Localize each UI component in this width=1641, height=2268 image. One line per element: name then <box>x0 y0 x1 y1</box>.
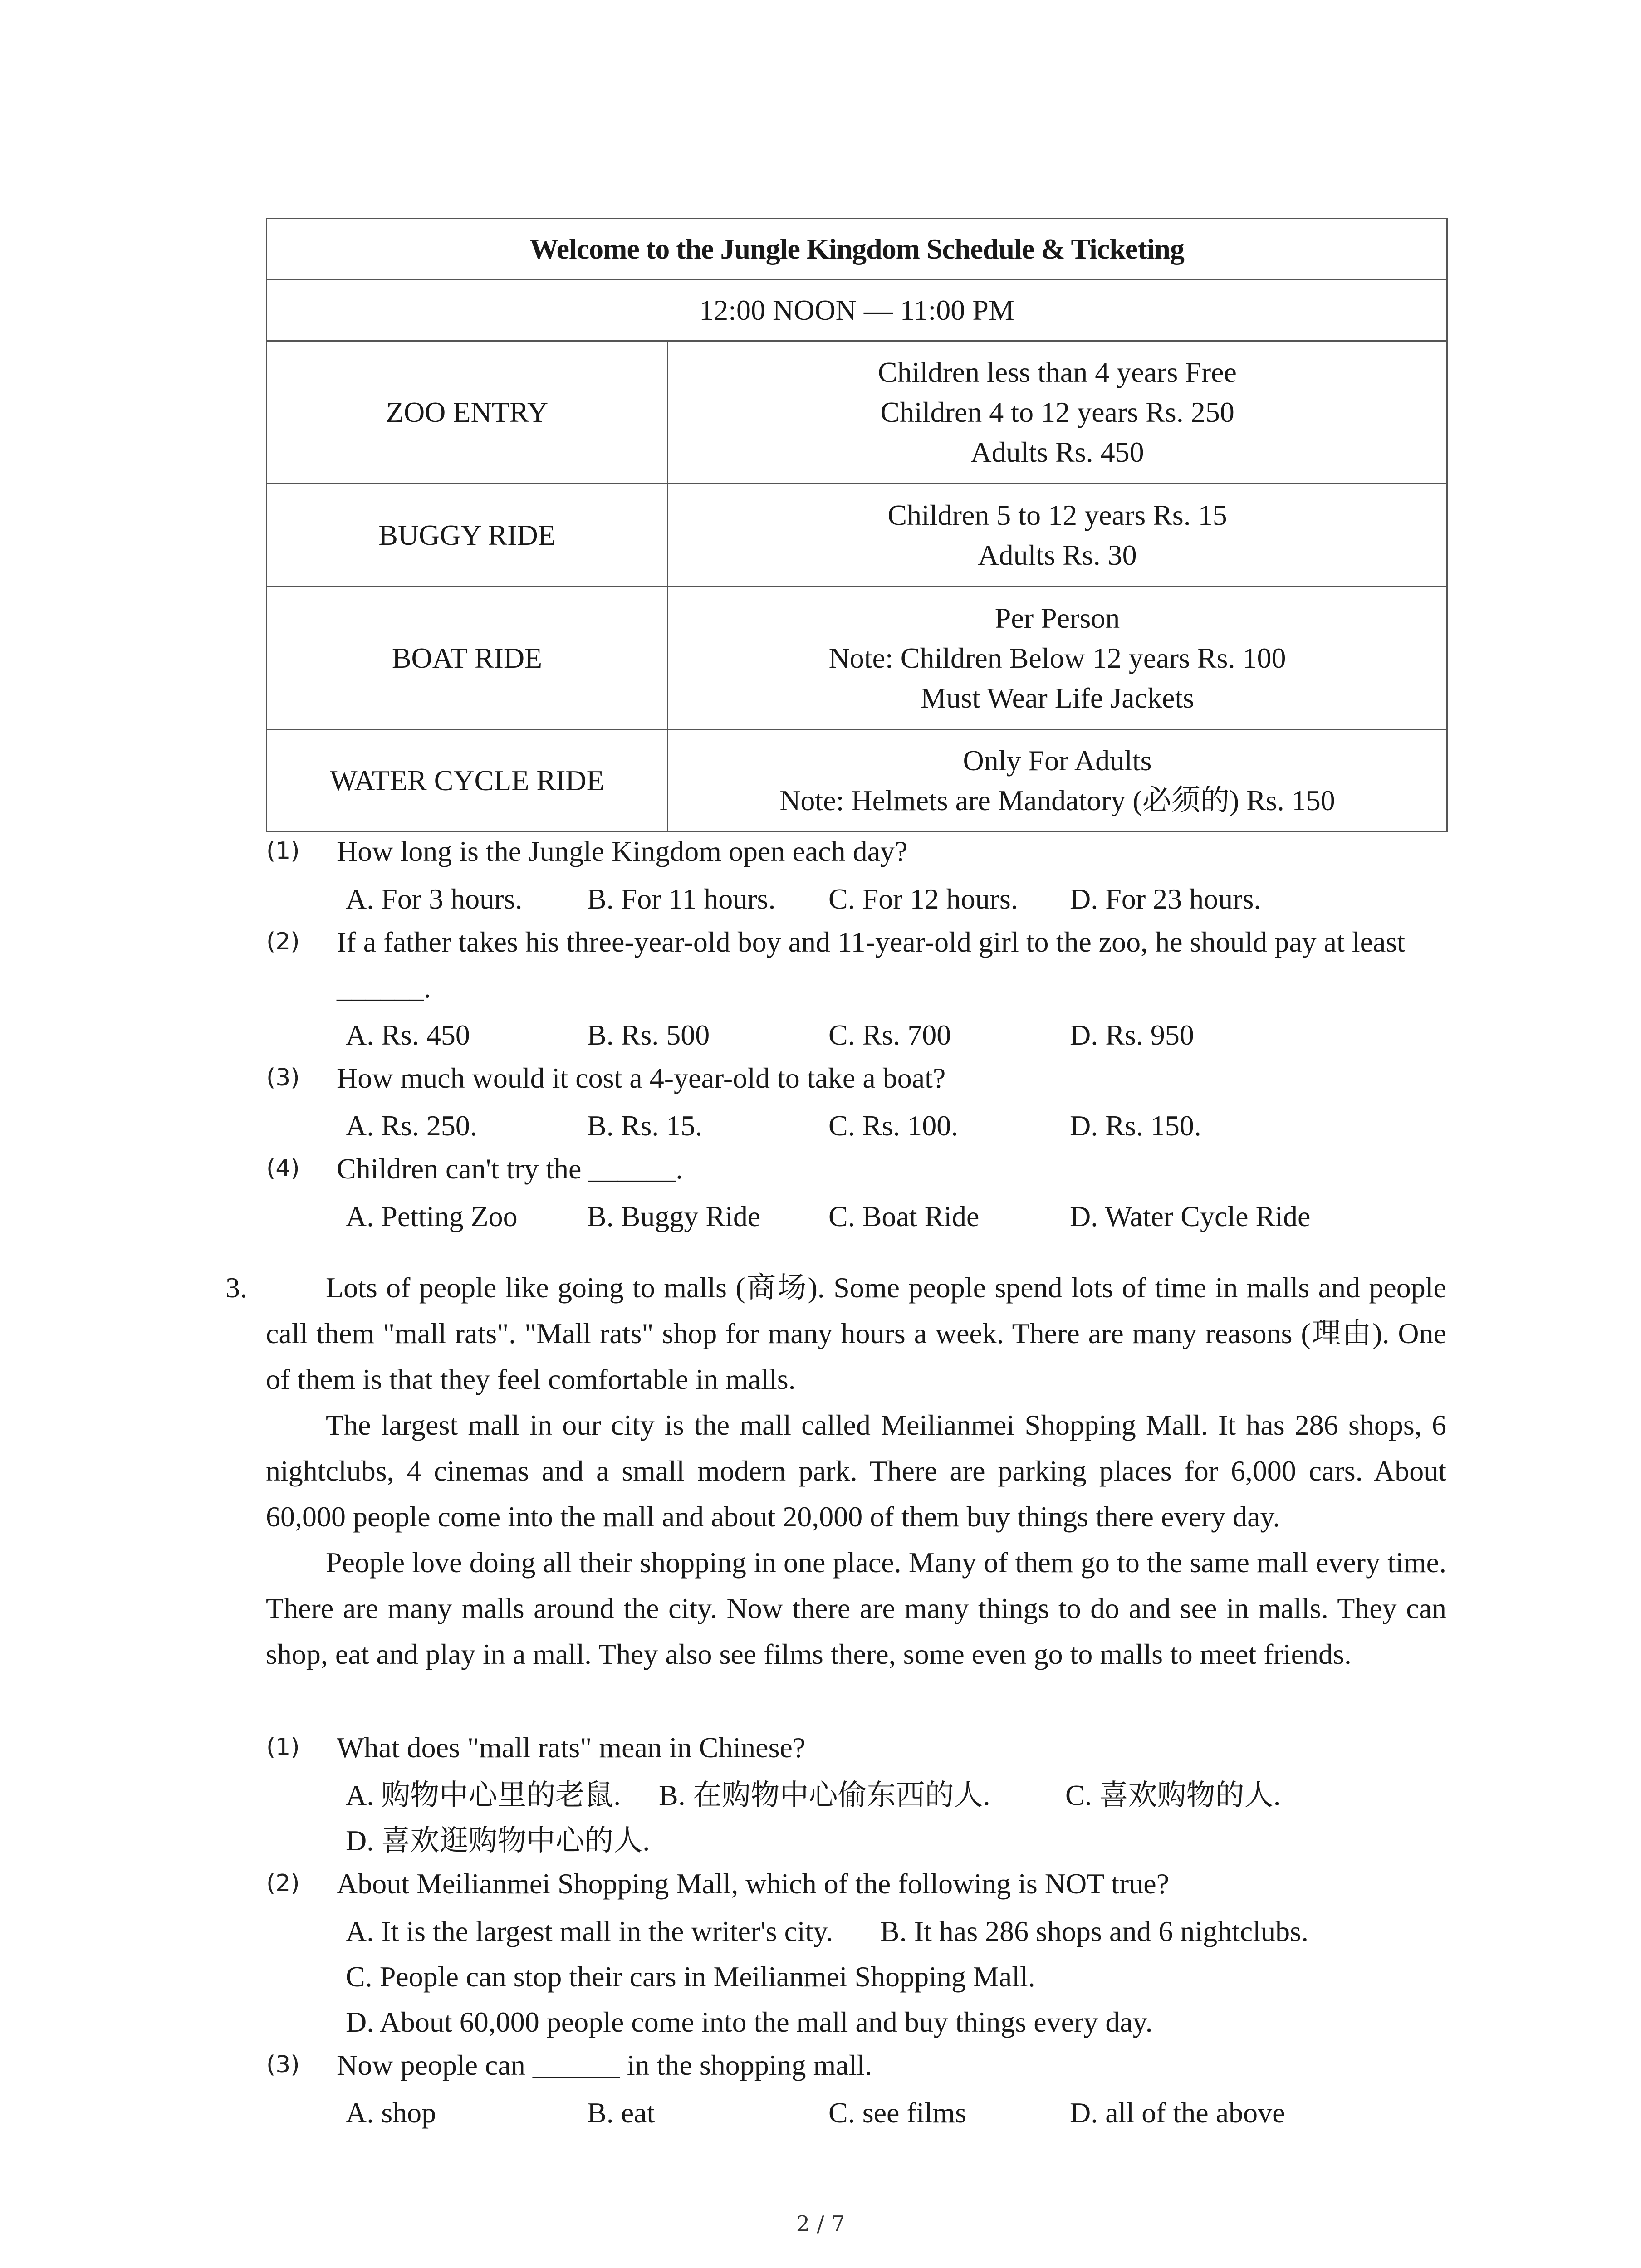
option-b: B. Rs. 500 <box>587 1019 710 1051</box>
option-c: C. People can stop their cars in Meilianmei Shopping Mall. <box>346 1960 1035 1993</box>
option-b: B. It has 286 shops and 6 nightclubs. <box>880 1915 1308 1947</box>
option-b: B. eat <box>587 2097 655 2129</box>
opening-hours: 12:00 NOON — 11:00 PM <box>267 280 1447 341</box>
row-label: BUGGY RIDE <box>267 484 668 587</box>
question-text: Children can't try the ______. <box>337 1153 683 1185</box>
question-number: (2) <box>266 1870 300 1897</box>
option-a: A. It is the largest mall in the writer's city. <box>346 1915 833 1947</box>
question-text: If a father takes his three-year-old boy and 11-year-old girl to the zoo, he should pay at least ______. <box>337 926 1406 1004</box>
option-b: B. 在购物中心偷东西的人. <box>659 1779 990 1811</box>
question-number: (3) <box>266 2051 300 2078</box>
question-number: (2) <box>266 928 300 955</box>
section-number: 3. <box>225 1271 247 1304</box>
passage-paragraph <box>266 1265 1446 1402</box>
passage-paragraph <box>266 1402 1446 1540</box>
question-number: (1) <box>266 1734 300 1761</box>
paragraph-text: People love doing all their shopping in one place. Many of them go to the same mall every time. There are many malls around the city. Now there are many things to do and see in malls. They can shop, eat and play in a mall. They also see films there, some even go to malls to meet friends. <box>266 1546 1446 1670</box>
row-details <box>668 587 1447 730</box>
table-row <box>267 484 1447 587</box>
detail-line: Children 5 to 12 years Rs. 15 <box>887 499 1227 531</box>
question-text: How much would it cost a 4-year-old to take a boat? <box>337 1062 946 1094</box>
option-c: C. Boat Ride <box>828 1200 980 1232</box>
option-a: A. shop <box>346 2097 436 2129</box>
option-c: C. Rs. 100. <box>828 1110 959 1142</box>
option-a: A. 购物中心里的老鼠. <box>346 1779 621 1811</box>
option-c: C. see films <box>828 2097 966 2129</box>
detail-line: Note: Children Below 12 years Rs. 100 <box>828 642 1286 674</box>
option-d: D. Water Cycle Ride <box>1070 1200 1311 1232</box>
option-a: A. For 3 hours. <box>346 883 523 915</box>
option-d: D. About 60,000 people come into the mall and buy things every day. <box>346 2006 1153 2038</box>
paragraph-text: The largest mall in our city is the mall called Meilianmei Shopping Mall. It has 286 shops, 6 nightclubs, 4 cinemas and a small modern park. There are parking places for 6,000 cars. About 60,000 people come into the mall and about 20,000 of them buy things there every day. <box>266 1409 1446 1533</box>
detail-line: Must Wear Life Jackets <box>920 682 1195 714</box>
option-d: D. Rs. 950 <box>1070 1019 1194 1051</box>
option-d: D. Rs. 150. <box>1070 1110 1201 1142</box>
question-text: Now people can ______ in the shopping mall. <box>337 2049 872 2081</box>
option-a: A. Petting Zoo <box>346 1200 518 1232</box>
option-d: D. all of the above <box>1070 2097 1285 2129</box>
question-text: How long is the Jungle Kingdom open each day? <box>337 835 908 867</box>
option-b: B. Buggy Ride <box>587 1200 761 1232</box>
table-row <box>267 587 1447 730</box>
detail-line: Children less than 4 years Free <box>878 356 1237 388</box>
question-number: (1) <box>266 837 300 865</box>
row-details <box>668 484 1447 587</box>
table-title: Welcome to the Jungle Kingdom Schedule & Ticketing <box>267 219 1447 280</box>
paragraph-text: Lots of people like going to malls (商场). Some people spend lots of time in malls and people call them "mall rats". "Mall rats" shop for many hours a week. There are many reasons (理由). One of them is that they feel comfortable in malls. <box>266 1271 1446 1395</box>
row-details <box>668 341 1447 484</box>
row-details <box>668 730 1447 832</box>
question-text: About Meilianmei Shopping Mall, which of the following is NOT true? <box>337 1867 1170 1900</box>
page-number: 2 / 7 <box>796 2211 845 2237</box>
detail-line: Children 4 to 12 years Rs. 250 <box>880 396 1234 428</box>
table-row <box>267 730 1447 832</box>
option-b: B. Rs. 15. <box>587 1110 703 1142</box>
row-label: WATER CYCLE RIDE <box>267 730 668 832</box>
schedule-table <box>266 218 1448 832</box>
detail-line: Per Person <box>994 602 1120 634</box>
question-number: (4) <box>266 1155 300 1182</box>
option-c: C. For 12 hours. <box>828 883 1018 915</box>
option-c: C. Rs. 700 <box>828 1019 951 1051</box>
option-c: C. 喜欢购物的人. <box>1065 1779 1281 1811</box>
passage-paragraph <box>266 1540 1446 1677</box>
option-d: D. 喜欢逛购物中心的人. <box>346 1824 650 1857</box>
detail-line: Only For Adults <box>963 744 1152 777</box>
option-a: A. Rs. 450 <box>346 1019 470 1051</box>
table-row <box>267 341 1447 484</box>
option-d: D. For 23 hours. <box>1070 883 1261 915</box>
question-text: What does "mall rats" mean in Chinese? <box>337 1731 806 1764</box>
option-a: A. Rs. 250. <box>346 1110 477 1142</box>
row-label: ZOO ENTRY <box>267 341 668 484</box>
row-label: BOAT RIDE <box>267 587 668 730</box>
option-b: B. For 11 hours. <box>587 883 776 915</box>
detail-line: Note: Helmets are Mandatory (必须的) Rs. 150 <box>779 784 1335 816</box>
detail-line: Adults Rs. 30 <box>978 539 1137 571</box>
detail-line: Adults Rs. 450 <box>970 436 1144 468</box>
question-number: (3) <box>266 1064 300 1091</box>
